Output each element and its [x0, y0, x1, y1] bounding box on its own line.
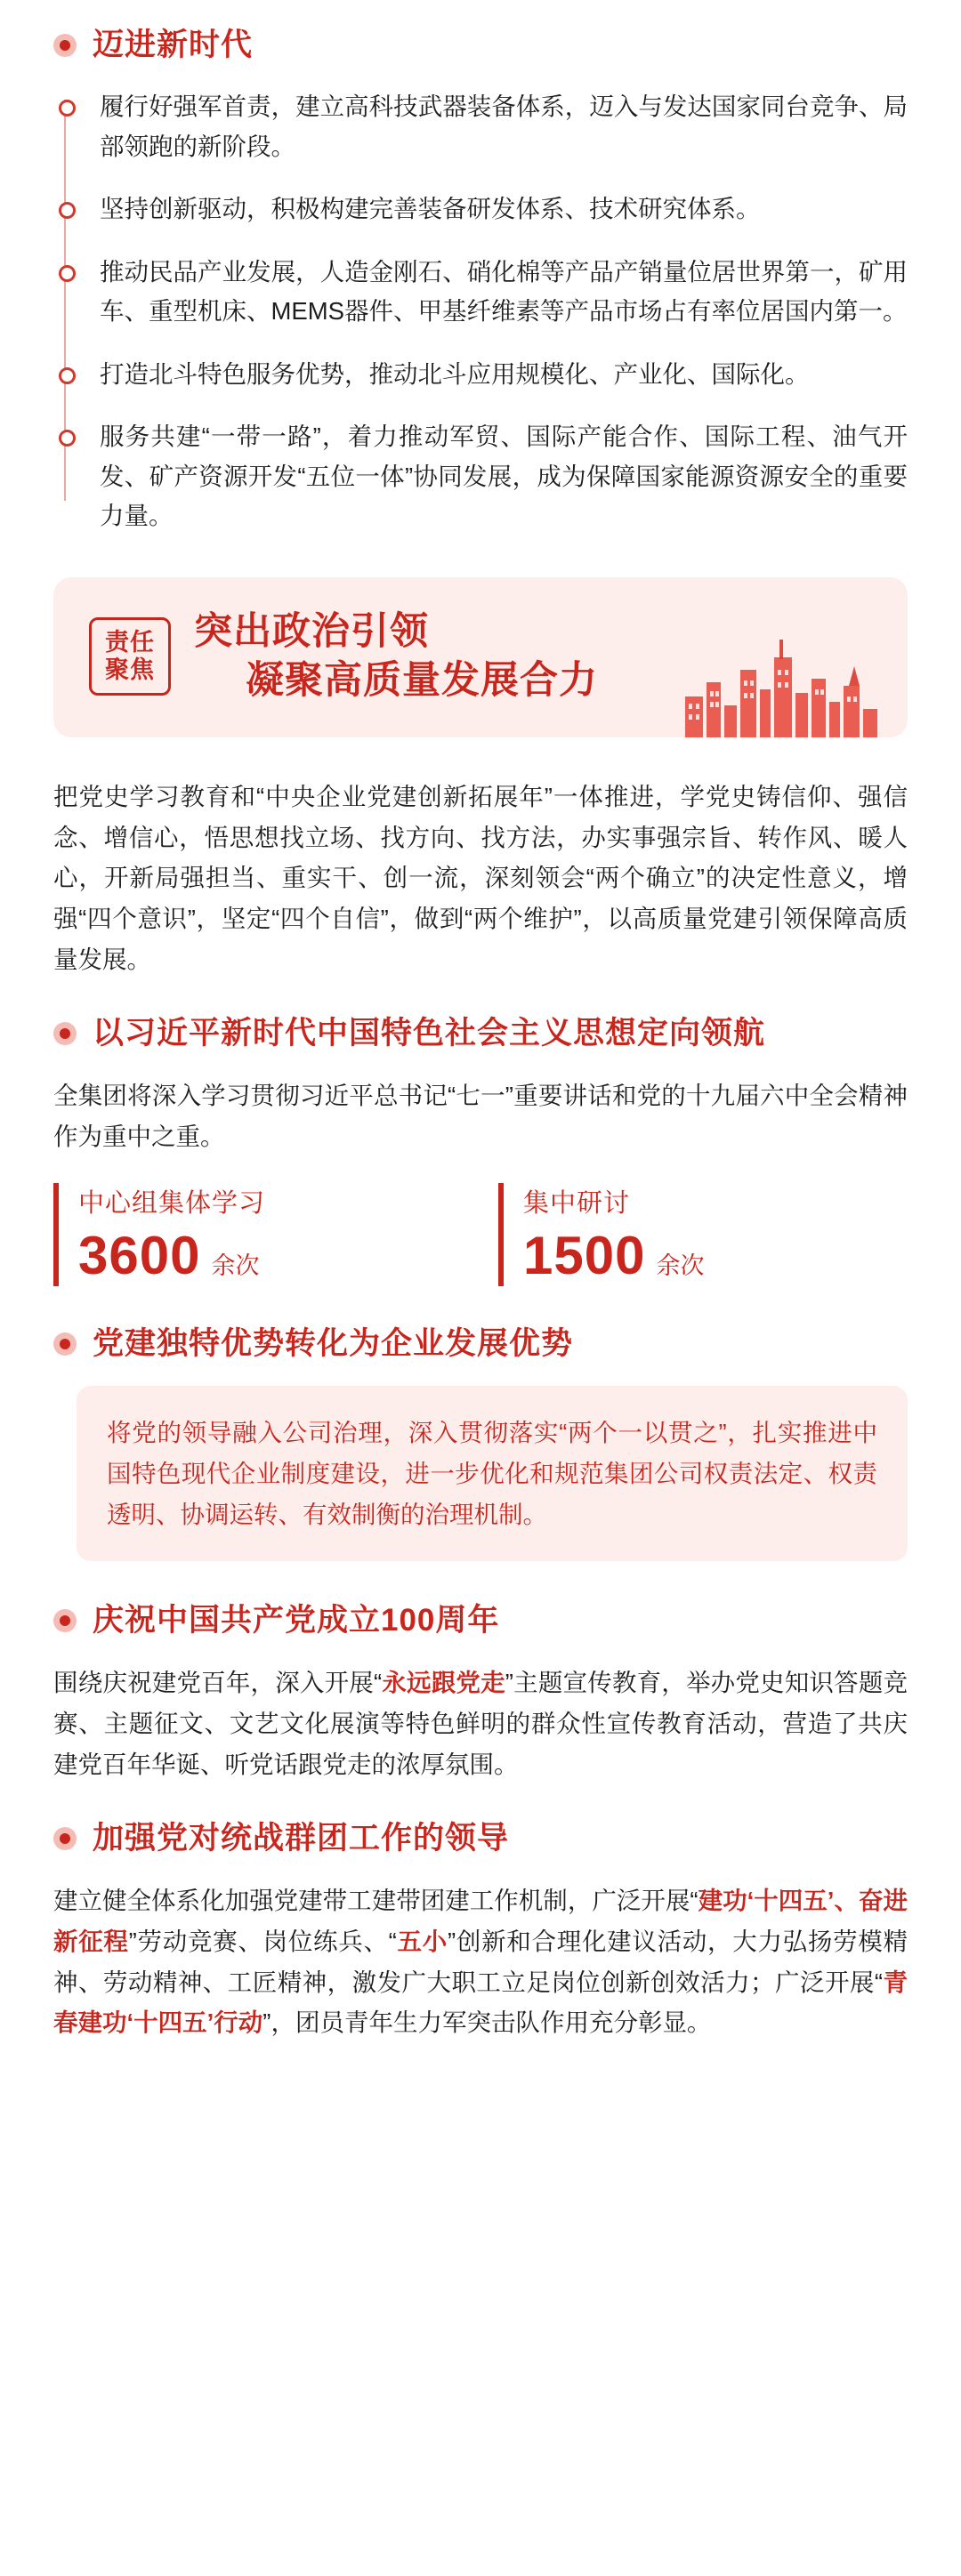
stat-unit: 余次 — [656, 1252, 705, 1280]
list-item: 推动民品产业发展，人造金刚石、硝化棉等产品产销量位居世界第一，矿用车、重型机床、MEMS器件、甲基纤维素等产品市场占有率位居国内第一。 — [100, 253, 908, 332]
section-title: 以习近平新时代中国特色社会主义思想定向领航 — [93, 1016, 766, 1051]
list-item: 履行好强军首责，建立高科技武器装备体系，迈入与发达国家同台竞争、局部领跑的新阶段。 — [100, 87, 908, 166]
section-title: 迈进新时代 — [93, 28, 254, 62]
subsection-paragraph: 全集团将深入学习贯彻习近平总书记“七一”重要讲话和党的十九届六中全会精神作为重中之重。 — [53, 1082, 908, 1150]
intro-paragraph: 把党史学习教育和“中央企业党建创新拓展年”一体推进，学党史铸信仰、强信念、增信心，悟思想找立场、找方向、找方法，办实事强宗旨、转作风、暖人心，开新局强担当、重实干、创一流，深刻领会“两个确立”的决定性意义，增强“四个意识”，坚定“四个自信”，做到“两个维护”，以高质量党建引领保障高质量发展。 — [53, 782, 908, 973]
banner-tag-line2: 聚焦 — [105, 656, 155, 683]
stat-label: 中心组集体学习 — [78, 1189, 266, 1219]
section-heading-united-front — [53, 1820, 908, 1857]
stat-number: 1500 — [523, 1226, 646, 1286]
stat-item — [53, 1183, 463, 1286]
bullet-dot-icon — [53, 1022, 77, 1045]
statistics-group — [53, 1183, 908, 1286]
list-item: 服务共建“一带一路”，着力推动军贸、国际产能合作、国际工程、油气开发、矿产资源开发“五位一体”协同发展，成为保障国家能源资源安全的重要力量。 — [100, 417, 908, 536]
banner-title-line1: 突出政治引领 — [194, 609, 429, 653]
stat-value — [523, 1225, 908, 1286]
stat-number: 3600 — [78, 1226, 201, 1286]
body-text: ”，团员青年生力军突击队作用充分彰显。 — [262, 2008, 712, 2037]
list-item: 坚持创新驱动，积极构建完善装备研发体系、技术研究体系。 — [100, 189, 908, 229]
banner-tag-line1: 责任 — [105, 628, 155, 656]
stat-item — [498, 1183, 908, 1286]
banner-title-line2: 凝聚高质量发展合力 — [246, 658, 598, 702]
bullet-dot-icon — [53, 1609, 77, 1632]
body-text: ”劳动竞赛、岗位练兵、“ — [128, 1927, 397, 1955]
responsibility-banner — [53, 577, 908, 737]
body-text: 围绕庆祝建党百年，深入开展“ — [53, 1669, 383, 1697]
highlighted-text: 建功‘十四五’、奋进新征程 — [53, 1887, 908, 1955]
stat-value — [78, 1225, 463, 1286]
highlighted-text: 五小 — [396, 1927, 448, 1955]
bullet-dot-icon — [53, 1332, 77, 1356]
body-text: ”主题宣传教育，举办党史知识答题竞赛、主题征文、文艺文化展演等特色鲜明的群众性宣传教育活动，营造了共庆建党百年华诞、听党话跟党走的浓厚氛围。 — [53, 1669, 909, 1778]
stat-unit: 余次 — [211, 1252, 260, 1280]
subsection-paragraph-rich — [53, 1880, 908, 2043]
list-item: 打造北斗特色服务优势，推动北斗应用规模化、产业化、国际化。 — [100, 355, 908, 395]
section-heading-guiding-thought — [53, 1015, 908, 1052]
timeline-list-new-era — [64, 87, 908, 536]
subsection-paragraph-rich — [53, 1662, 908, 1784]
city-skyline-icon — [680, 631, 884, 737]
stat-label: 集中研讨 — [523, 1189, 631, 1219]
bullet-dot-icon — [53, 34, 77, 57]
section-title: 党建独特优势转化为企业发展优势 — [93, 1326, 574, 1362]
banner-title — [194, 608, 598, 705]
body-text: ”创新和合理化建议活动，大力弘扬劳模精神、劳动精神、工匠精神，激发广大职工立足岗位创新创效活力；广泛开展“ — [53, 1927, 909, 1996]
highlighted-text: 永远跟党走 — [382, 1669, 505, 1697]
section-heading-party-advantage — [53, 1325, 908, 1363]
banner-tag — [89, 617, 171, 696]
section-title: 庆祝中国共产党成立100周年 — [93, 1603, 500, 1638]
section-heading-new-era — [53, 27, 908, 64]
highlighted-text: 青春建功‘十四五’行动 — [53, 1968, 909, 2037]
bullet-dot-icon — [53, 1827, 77, 1850]
quote-box: 将党的领导融入公司治理，深入贯彻落实“两个一以贯之”，扎实推进中国特色现代企业制度建设，进一步优化和规范集团公司权责法定、权责透明、协调运转、有效制衡的治理机制。 — [77, 1386, 908, 1561]
body-text: 建立健全体系化加强党建带工建带团建工作机制，广泛开展“ — [53, 1887, 699, 1915]
section-title: 加强党对统战群团工作的领导 — [93, 1821, 510, 1856]
section-heading-centenary — [53, 1602, 908, 1639]
